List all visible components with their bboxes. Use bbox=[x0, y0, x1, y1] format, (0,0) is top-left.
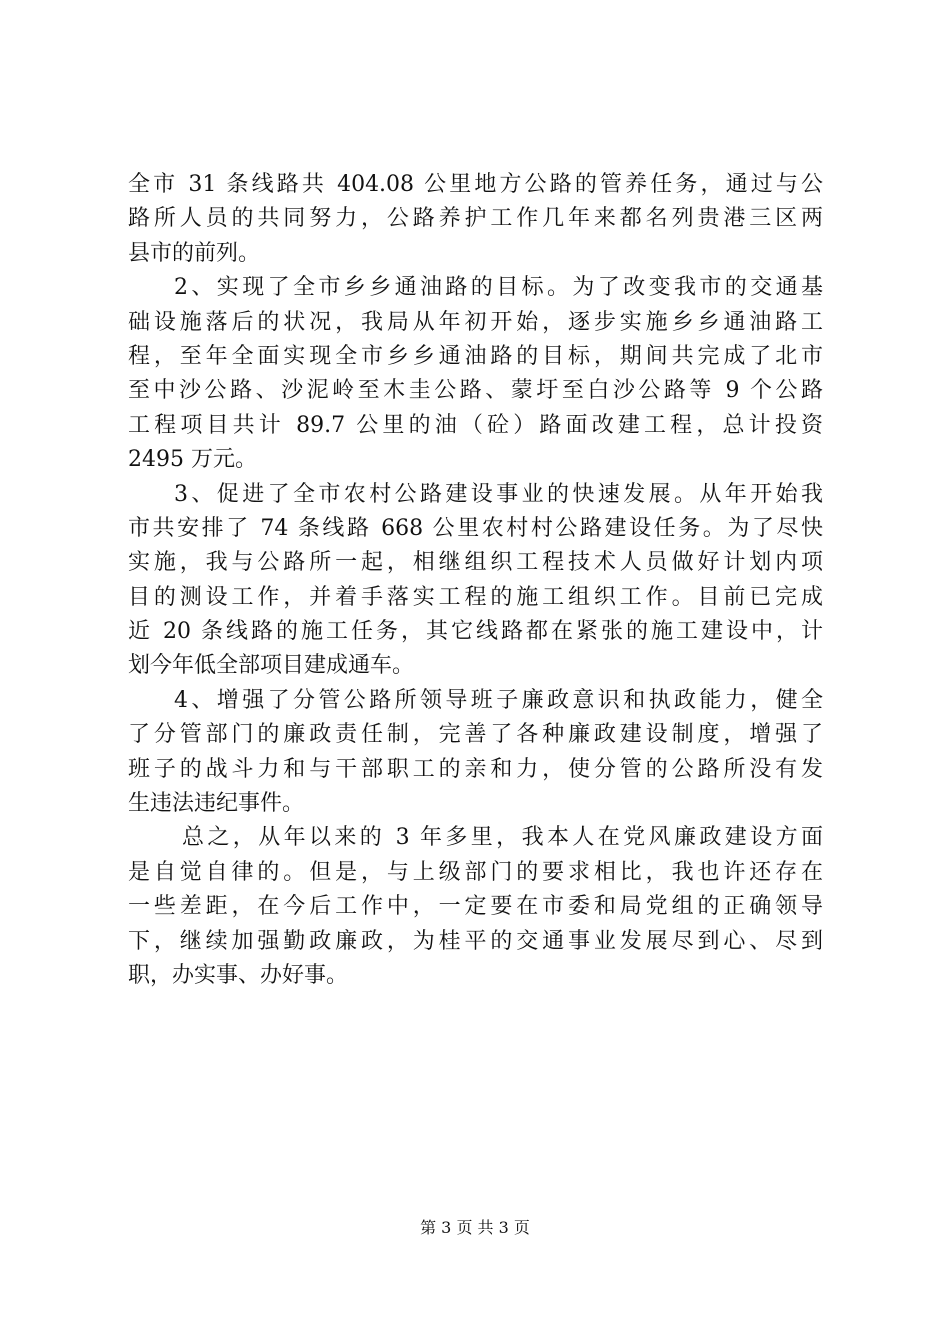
text-line: 了分管部门的廉政责任制，完善了各种廉政建设制度，增强了 bbox=[128, 722, 823, 748]
text-line: 下，继续加强勤政廉政，为桂平的交通事业发展尽到心、尽到 bbox=[128, 928, 823, 954]
text-line: 4、增强了分管公路所领导班子廉政意识和执政能力，健全 bbox=[174, 687, 823, 713]
text-line: 划今年低全部项目建成通车。 bbox=[128, 653, 415, 679]
text-line: 至中沙公路、沙泥岭至木圭公路、蒙圩至白沙公路等 9 个公路 bbox=[128, 378, 823, 404]
document-body bbox=[128, 168, 823, 993]
text-line: 程，至年全面实现全市乡乡通油路的目标，期间共完成了北市 bbox=[128, 343, 823, 369]
text-line: 目的测设工作，并着手落实工程的施工组织工作。目前已完成 bbox=[128, 584, 823, 610]
text-line: 一些差距，在今后工作中，一定要在市委和局党组的正确领导 bbox=[128, 894, 823, 920]
text-line: 职，办实事、办好事。 bbox=[128, 962, 349, 988]
text-line: 市共安排了 74 条线路 668 公里农村村公路建设任务。为了尽快 bbox=[128, 515, 823, 541]
text-line: 工程项目共计 89.7 公里的油（砼）路面改建工程，总计投资 bbox=[128, 412, 823, 438]
page-number: 第 3 页 共 3 页 bbox=[420, 1218, 530, 1237]
text-line: 是自觉自律的。但是，与上级部门的要求相比，我也许还存在 bbox=[128, 859, 823, 885]
text-line: 础设施落后的状况，我局从年初开始，逐步实施乡乡通油路工 bbox=[128, 309, 823, 335]
text-line: 总之，从年以来的 3 年多里，我本人在党风廉政建设方面 bbox=[182, 825, 823, 851]
text-line: 全市 31 条线路共 404.08 公里地方公路的管养任务，通过与公 bbox=[128, 172, 823, 197]
text-line: 实施，我与公路所一起，相继组织工程技术人员做好计划内项 bbox=[128, 550, 823, 576]
text-line: 2495 万元。 bbox=[128, 447, 257, 473]
text-line: 班子的战斗力和与干部职工的亲和力，使分管的公路所没有发 bbox=[128, 756, 823, 782]
text-line: 生违法违纪事件。 bbox=[128, 791, 305, 817]
text-line: 3、促进了全市农村公路建设事业的快速发展。从年开始我 bbox=[174, 481, 823, 507]
text-line: 路所人员的共同努力，公路养护工作几年来都名列贵港三区两 bbox=[128, 206, 823, 232]
text-line: 近 20 条线路的施工任务，其它线路都在紧张的施工建设中，计 bbox=[128, 619, 823, 645]
text-line: 2、实现了全市乡乡通油路的目标。为了改变我市的交通基 bbox=[174, 275, 823, 301]
text-line: 县市的前列。 bbox=[128, 240, 261, 266]
